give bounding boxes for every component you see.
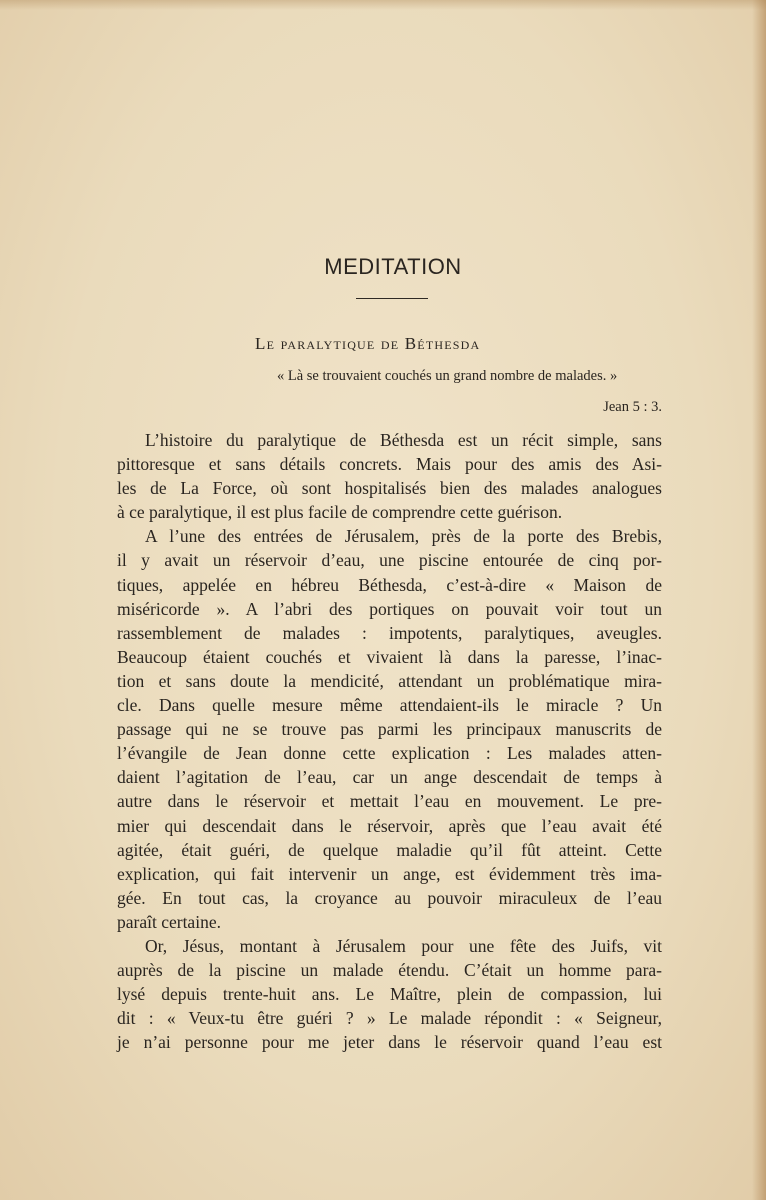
epigraph-quote: « Là se trouvaient couchés un grand nombre de malades. » (277, 368, 618, 384)
body-line: lysé depuis trente-huit ans. Le Maître, plein de compassion, lui (117, 984, 662, 1005)
epigraph-reference: Jean 5 : 3. (603, 399, 662, 415)
page-edge-shadow (752, 0, 766, 1200)
body-line: miséricorde ». A l’abri des portiques on pouvait voir tout un (117, 598, 662, 619)
body-line: Or, Jésus, montant à Jérusalem pour une fête des Juifs, vit (145, 935, 662, 956)
body-line: passage qui ne se trouve pas parmi les principaux manuscrits de (117, 719, 662, 740)
body-line: daient l’agitation de l’eau, car un ange descendait de temps à (117, 767, 662, 788)
body-line: l’évangile de Jean donne cette explication : Les malades atten- (117, 743, 662, 764)
body-line: gée. En tout cas, la croyance au pouvoir miraculeux de l’eau (117, 887, 662, 908)
body-line: pittoresque et sans détails concrets. Mais pour des amis des Asi- (117, 454, 662, 475)
body-line: je n’ai personne pour me jeter dans le réservoir quand l’eau est (117, 1032, 662, 1053)
page-top-shadow (0, 0, 766, 10)
body-line: rassemblement de malades : impotents, paralytiques, aveugles. (117, 622, 662, 643)
body-line: auprès de la piscine un malade étendu. C’était un homme para- (117, 960, 662, 981)
body-line: paraît certaine. (117, 911, 221, 932)
body-line: Beaucoup étaient couchés et vivaient là dans la paresse, l’inac- (117, 646, 662, 667)
body-line: il y avait un réservoir d’eau, une piscine entourée de cinq por- (117, 550, 662, 571)
body-line: tiques, appelée en hébreu Béthesda, c’est-à-dire « Maison de (117, 574, 662, 595)
title-divider (356, 298, 428, 299)
body-line: A l’une des entrées de Jérusalem, près de la porte des Brebis, (145, 526, 662, 547)
body-line: agitée, était guéri, de quelque maladie qu’il fût atteint. Cette (117, 839, 662, 860)
body-line: dit : « Veux-tu être guéri ? » Le malade répondit : « Seigneur, (117, 1008, 662, 1029)
body-line: explication, qui fait intervenir un ange, est évidemment très ima- (117, 863, 662, 884)
body-text (117, 428, 662, 1054)
section-subtitle: Le paralytique de Béthesda (255, 334, 481, 353)
body-line: L’histoire du paralytique de Béthesda est un récit simple, sans (145, 430, 662, 450)
body-line: cle. Dans quelle mesure même attendaient-ils le miracle ? Un (117, 695, 662, 716)
body-line: autre dans le réservoir et mettait l’eau en mouvement. Le pre- (117, 791, 662, 812)
body-line: mier qui descendait dans le réservoir, après que l’eau avait été (117, 815, 662, 836)
page-title: MEDITATION (324, 254, 462, 279)
body-line: les de La Force, où sont hospitalisés bien des malades analogues (117, 478, 662, 499)
body-line: à ce paralytique, il est plus facile de comprendre cette guérison. (117, 502, 563, 523)
body-line: tion et sans doute la mendicité, attendant un problématique mira- (117, 670, 662, 691)
